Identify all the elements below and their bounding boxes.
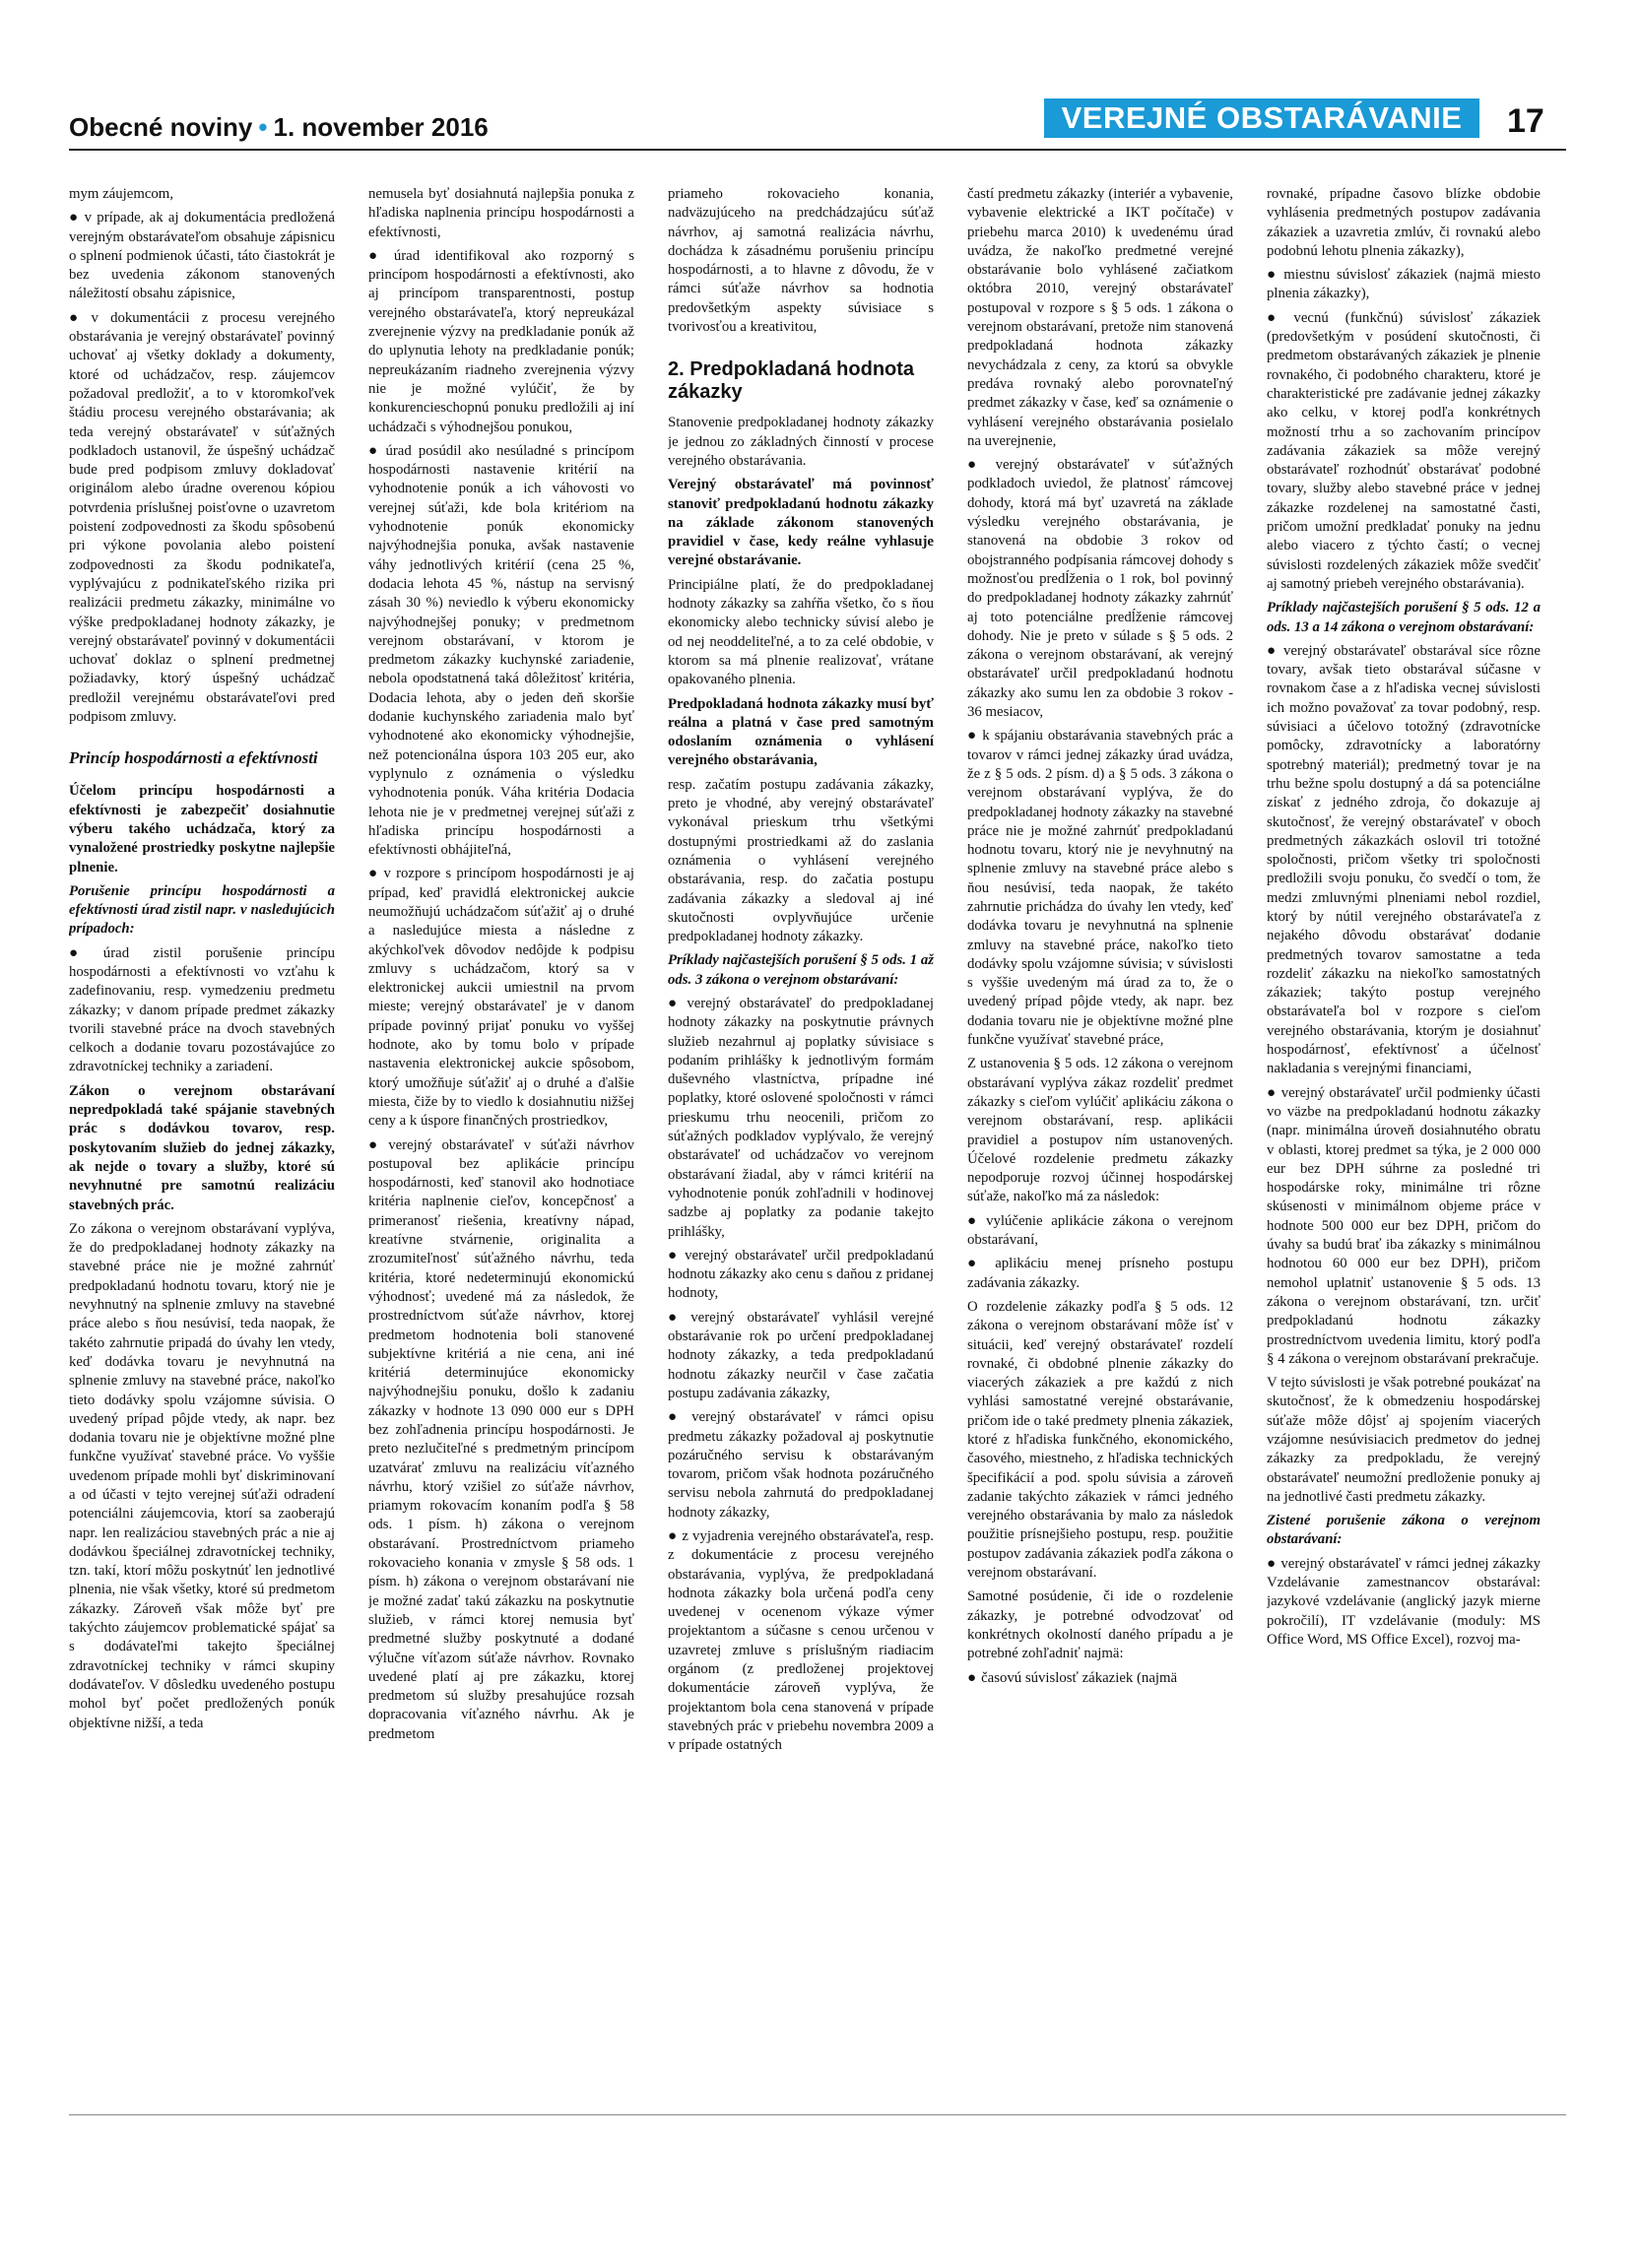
publication-name: Obecné noviny [69,112,253,142]
paragraph: Samotné posúdenie, či ide o rozdelenie zákazky, je potrebné odvodzovať od konkrétnych okolností daného prípadu a je potrebné zohľadniť najmä: [967,1588,1233,1662]
bullet-item: ● verejný obstarávateľ v rámci opisu predmetu zákazky požadoval aj poskytnutie pozáručného servisu k obstarávaným tovarom, pričom však hodnota pozáručného servisu nebola zahrnutá do predpokladanej hodnoty zákazky, [668,1408,934,1523]
section-heading: 2. Predpokladaná hodnota zákazky [668,358,915,404]
paragraph: O rozdelenie zákazky podľa § 5 ods. 12 zákona o verejnom obstarávaní môže ísť v situácii, keď verejný obstarávateľ rozdelí rovnaké, či obdobné plnenie zákazky do viacerých zákaziek a pre každú z nich vyhlási samostatné verejné obstarávanie, pričom ide o také predmety plnenia zákaziek, ktoré z hľadiska funkčného, ekonomického, časového, miestneho, z hľadiska technických špecifikácií a pod. spolu súvisia a zároveň zadanie takýchto zákaziek v rámci jedného verejného obstarávania by malo za následok použitie prísnejšieho postupu, resp. použitie postupov zadávania zákaziek podľa zákona o verejnom obstarávaní. [967,1298,1233,1582]
bullet-item: ● verejný obstarávateľ obstarával síce rôzne tovary, avšak tieto obstarával súčasne v rovnakom čase a z hľadiska vecnej súvislosti ich možno považovať za tovar podobný, resp. súvisiaci a účelovo totožný (zdravotnícke pomôcky, zdravotnícky a laboratórny spotrebný materiál); predmetný tovar je na trhu bežne spolu dostupný a dá sa potenciálne získať z jedného zdroja, čo dokazuje aj skutočnosť, že verejný obstarávateľ v oboch predmetných zákazkách oslovil tri totožné spoločnosti, pričom všetky tri spoločnosti predložili svoju ponuku, čo svedčí o tom, že medzi zmluvnými plneniami nebol rozdiel, ktorý by nútil verejného obstarávateľa z nejakého dôvodu obstarávať dodanie predmetných tovarov samostatne a teda rozdeliť zákazku na niekoľko samostatných zákaziek; takýto postup verejného obstarávateľa bol v rozpore s cieľom verejného obstarávania, ktorým je dosiahnuť hospodárnosť, efektívnosť a účelnosť nakladania s verejnými financiami, [1267,642,1541,1079]
bullet-item: ● verejný obstarávateľ vyhlásil verejné obstarávanie rok po určení predpokladanej hodnoty zákazky, a teda predpokladanú hodnotu zákazky neurčil v čase začatia postupu zadávania zákazky, [668,1309,934,1403]
bullet-item: ● k spájaniu obstarávania stavebných prác a tovarov v rámci jednej zákazky úrad uvádza, že z § 5 ods. 2 písm. d) a § 5 ods. 3 zákona o verejnom obstarávaní vyplýva, že do predpokladanej hodnoty zákazky na stavebné práce nie je možné zahrnúť predpokladanú hodnotu tovaru, ktorý nie je nevyhnutný na splnenie zmluvy na stavebné práce alebo s ňou nesúvisí, teda naopak, že takéto zahrnutie prichádza do úvahy len vtedy, keď dodávka tovaru je nevyhnutná na splnenie zmluvy na stavebné práce, nakoľko tieto dodávky spolu vzájomne súvisia; v súvislosti s vyššie uvedeným má úrad za to, že o uvedený prípad pôjde vtedy, ak napr. bez dodania tovaru nie je objektívne možné plne funkčne využívať stavebné práce, [967,727,1233,1050]
bold-paragraph: Verejný obstarávateľ má povinnosť stanoviť predpokladanú hodnotu zákazky na základe zákonom stanovených pravidiel v čase, kedy reálne vyhlasuje verejné obstarávanie. [668,477,934,569]
paragraph: Stanovenie predpokladanej hodnoty zákazky je jednou zo základných činností v procese verejného obstarávania. [668,415,934,469]
paragraph: Principiálne platí, že do predpokladanej hodnoty zákazky sa zahŕňa všetko, čo s ňou ekonomicky alebo technicky súvisí alebo je od nej neoddeliteľné, a to za celé obdobie, v ktorom sa má plnenie realizovať, vrátane opakovaného plnenia. [668,576,934,688]
example-heading: Porušenie princípu hospodárnosti a efektívnosti úrad zistil napr. v nasledujúcich prípadoch: [69,882,335,938]
paragraph: rovnaké, prípadne časovo blízke obdobie vyhlásenia predmetných postupov zadávania zákaziek a uzavretia zmlúv, či rovnakú alebo podobnú lehotu plnenia zákazky), [1267,186,1541,259]
text-column-2 [368,185,634,2106]
bullet-item: ● z vyjadrenia verejného obstarávateľa, resp. z dokumentácie z procesu verejného obstarávania, vyplýva, že predpokladaná hodnota zákazky bola určená podľa ceny uvedenej v ocenenom výkaze výmer projektantom a súčasne s cenou určenou v uzavretej zmluve s príslušným riadiacim orgánom (z predloženej projektovej dokumentácie zároveň vyplýva, že projektantom bola cena stanovená v prípade stavebných prác v priebehu novembra 2009 a v prípade ostatných [668,1527,934,1756]
paragraph: Zo zákona o verejnom obstarávaní vyplýva, že do predpokladanej hodnoty zákazky na stavebné práce nie je možné zahrnúť predpokladanú hodnotu tovaru, ktorý nie je nevyhnutný na splnenie zmluvy na stavebné práce alebo s ňou nesúvisí, teda naopak, že takéto zahrnutie pripadá do úvahy len vtedy, keď dodávka tovaru je nevyhnutná na splnenie zmluvy na stavebné práce, nakoľko tieto dodávky spolu vzájomne súvisia. O uvedený prípad pôjde vtedy, ak napr. bez dodania tovaru nie je objektívne možné plne funkčne využívať stavebné práce. Vo vyššie uvedenom prípade mohli byť diskriminovaní a od účasti v tejto verejnej súťaži odradení potenciálni záujemcovia, ktorí sa zaoberajú napr. len realizáciou stavebných prác a nie aj dodávkou špeciálnej zdravotníckej techniky, tzn. takí, ktorí môžu poskytnúť len jednotlivé plnenia, nie však všetky, ktoré sú predmetom zákazky. Zároveň však môže byť pre takýchto záujemcov problematické spájať sa s dodávateľmi takejto špeciálnej zdravotníckej techniky v rámci skupiny dodávateľov. V dôsledku uvedeného postupu mohol byť počet predložených ponúk objektívne nižší, a teda [69,1220,335,1731]
header-rule [69,149,1566,151]
text-column-5 [1267,185,1541,2106]
bullet-item: ● verejný obstarávateľ v rámci jednej zákazky Vzdelávanie zamestnancov obstarával: jazykové vzdelávanie (anglický jazyk mierne pokročilí), IT vzdelávanie (moduly: MS Office Word, MS Office Excel), rozvoj ma- [1267,1555,1541,1650]
paragraph: nemusela byť dosiahnutá najlepšia ponuka z hľadiska naplnenia princípu hospodárnosti a efektívnosti, [368,186,634,240]
bullet-item: ● vecnú (funkčnú) súvislosť zákaziek (predovšetkým v posúdení skutočnosti, či predmetom obstarávaných zákaziek je plnenie rovnakého, či podobného charakteru, ktoré je charakteristické pre zadávanie jednej zákazky ako celku, v ktorej podľa konkrétnych možností trhu a so zachovaním princípov zadávania zákaziek sa môže verejný obstarávateľ rozhodnúť obstarávať podobné tovary, služby alebo stavebné práce v jednej zákazke rozdelenej na samostatné časti, pričom umožní predkladať ponuky na jednu alebo viacero z týchto častí; o vecnej súvislosti rozdelených zákaziek môže svedčiť aj samotný priebeh verejného obstarávania). [1267,309,1541,594]
subheading: Princíp hospodárnosti a efektívnosti [69,748,318,768]
bullet-item: ● vylúčenie aplikácie zákona o verejnom obstarávaní, [967,1212,1233,1251]
issue-date: 1. november 2016 [273,112,489,142]
page-number: 17 [1507,102,1544,140]
bullet-item: ● v dokumentácii z procesu verejného obstarávania je verejný obstarávateľ povinný uchovať aj všetky doklady a dokumenty, ktoré od uchádzačov, resp. záujemcov požadoval predložiť, a to v ktoromkoľvek štádiu procesu verejného obstarávania; ak teda verejný obstarávateľ v súťažných podkladoch ustanovil, že úspešný uchádzač bude pred podpisom zmluvy dokladovať originálom alebo úradne overenou kópiou potvrdenia príslušnej poisťovne o uzavretom poistení zodpovednosti za škodu spôsobenú pri výkone povolania alebo poistení zodpovednosti za škodu podnikateľa, vyplývajúcu z podnikateľského rizika pri realizácii predmetu zákazky, minimálne vo výške predpokladanej hodnoty zákazky, je verejný obstarávateľ povinný v dokumentácii uchovať doklaz o splnení predmetnej požiadavky, ktorý úspešný uchádzač predložil verejnému obstarávateľovi pred podpisom zmluvy. [69,309,335,728]
separator-dot: • [258,112,268,142]
bullet-item: ● časovú súvislosť zákaziek (najmä [967,1669,1233,1688]
paragraph: resp. začatím postupu zadávania zákazky, preto je vhodné, aby verejný obstarávateľ vykonával prieskum trhu všetkými dostupnými prostriedkami až do zaslania oznámenia o vyhlásení verejného obstarávania, resp. do začatia postupu zadávania zákazky a sledoval aj iné skutočnosti ovplyvňujúce určenie predpokladanej hodnoty zákazky. [668,776,934,945]
bullet-item: ● verejný obstarávateľ v súťaži návrhov postupoval bez aplikácie princípu hospodárnosti, keď stanovil ako hodnotiace kritéria naplnenie cieľov, koncepčnosť a primeranosť riešenia, kreatívny nápad, kreatívne stvárnenie, originalita a zrozumiteľnosť súťažného návrhu, teda kritéria, ktoré nedeterminujú ekonomickú výhodnosť; uvedené má za následok, že prostredníctvom súťaže návrhov, ktorej predmetom hodnotenia boli stanovené subjektívne kritériá a nie cena, ani iné kritériá determinujúce ekonomicky najvýhodnejšiu ponuku, došlo k zadaniu zákazky v hodnote 13 090 000 eur s DPH bez zohľadnenia princípu hospodárnosti. Je preto nezlučiteľné s predmetným princípom uzatvárať zmluvu na realizáciu víťazného návrhu, ktorý vzišiel zo súťaže návrhov, priamym rokovacím konaním podľa § 58 ods. 1 písm. h) zákona o verejnom obstarávaní. Prostredníctvom priameho rokovacieho konania v zmysle § 58 ods. 1 písm. h) zákona o verejnom obstarávaní nie je možné zadať takú zákazku na poskytnutie služieb, v rámci ktorej nemusia byť predmetné služby poskytnuté a dodané výlučne víťazom súťaže návrhov. Rovnako uvedené platí aj pre zákazku, ktorej predmetom sú služby presahujúce rozsah dopracovania víťazného návrhu. Ak je predmetom [368,1136,634,1745]
bullet-item: ● verejný obstarávateľ určil podmienky účasti vo väzbe na predpokladanú hodnotu zákazky (napr. minimálna úroveň dosiahnutého obratu v oblasti, ktorej predmet sa týka, je 2 000 000 eur bez DPH súhrne za posledné tri hospodárske roky, minimálne tri rôzne skúsenosti v minimálnom objeme práce v hodnote 500 000 eur bez DPH, pričom do úvahy sa budú brať iba zákazky s minimálnou hodnotou 60 000 eur bez DPH), pričom nemohol uplatniť ustanovenie § 5 ods. 13 zákona o verejnom obstarávaní, tzn. určiť predpokladanú hodnotu zákazky prostredníctvom uvedenia limitu, ktorý podľa § 4 zákona o verejnom obstarávaní prekračuje. [1267,1084,1541,1369]
bold-paragraph: Predpokladaná hodnota zákazky musí byť reálna a platná v čase pred samotným odoslaním oznámenia o vyhlásení verejného obstarávania, [668,695,934,769]
bullet-item: ● úrad posúdil ako nesúladné s princípom hospodárnosti nastavenie kritérií na vyhodnotenie ponúk a ich váhovosti vo verejnej súťaži, kde bola kritériom na vyhodnotenie ponúk ekonomicky najvýhodnejšia ponuka, avšak nastavenie váhy jednotlivých kritérií (cena 25 %, dodacia lehota 45 %, nástup na servisný zásah 30 %) neviedlo k výberu ekonomicky najvýhodnejšej ponuky; v predmetnom verejnom obstarávaní, v ktorom je predmetom zákazky kuchynské zariadenie, nebola opodstatnená taká dôležitosť kritéria, Dodacia lehota, aby o jeden deň skoršie dodanie kuchynského zariadenia malo byť vyhodnotené ako ekonomicky výhodnejšie, než potencionálna úspora 103 205 eur, ako vyplynulo z oznámenia o výsledku vyhodnotenia ponúk. Váha kritéria Dodacia lehota nie je v predmetnej verejnej súťaži z hľadiska princípu hospodárnosti a efektívnosti obhájiteľná, [368,442,634,861]
bullet-item: ● miestnu súvislosť zákaziek (najmä miesto plnenia zákazky), [1267,266,1541,304]
paragraph: priameho rokovacieho konania, nadväzujúceho na predchádzajúcu súťaž návrhov, aj samotná realizácia návrhu, dochádza k zásadnému porušeniu princípu hospodárnosti, a to hlavne z dôvodu, že v rámci súťaže návrhov sa hodnotia predovšetkým aspekty súvisiace s tvorivosťou a kreativitou, [668,186,934,336]
bullet-item: ● verejný obstarávateľ v súťažných podkladoch uviedol, že platnosť rámcovej dohody, ktorá má byť uzavretá na základe výsledku verejného obstarávania, je stanovená na obdobie 3 rokov od obojstranného podpísania rámcovej dohody s možnosťou predĺženia o 1 rok, bol povinný do predpokladanej hodnoty zákazky zahrnúť aj toto potenciálne predĺženie rámcovej dohody. Nie je preto v súlade s § 5 ods. 2 zákona o verejnom obstarávaní, ak verejný obstarávateľ určil predpokladanú hodnotu zákazky ako sumu len za obdobie 3 rokov - 36 mesiacov, [967,456,1233,722]
publication-line [69,112,489,143]
text-column-4 [967,185,1233,2106]
section-banner: VEREJNÉ OBSTARÁVANIE [1044,98,1479,138]
paragraph: mym záujemcom, [69,186,174,202]
bullet-item: ● úrad identifikoval ako rozporný s princípom hospodárnosti a efektívnosti, ako aj princípom transparentnosti, postup verejného obstarávateľa, ktorý nepreukázal zverejnenie výzvy na predkladanie ponúk až do uplynutia lehoty na predkladanie ponúk; nepreukázaním riadneho zverejnenia výzvy nie je možné vylúčiť, že by konkurencieschopnú ponuku predložili aj iní uchádzači s výhodnejšou ponukou, [368,247,634,437]
bullet-item: ● aplikáciu menej prísneho postupu zadávania zákazky. [967,1255,1233,1293]
bullet-item: ● v prípade, ak aj dokumentácia predložená verejným obstarávateľom obsahuje zápisnicu o splnení podmienok účasti, táto čiastokrát je bez uvedenia zákonom stanovených náležitostí obsahu zápisnice, [69,209,335,303]
bullet-item: ● v rozpore s princípom hospodárnosti je aj prípad, keď pravidlá elektronickej aukcie neumožňujú uchádzačom súťažiť aj o druhé a nasledujúce miesta a následne z akýchkoľvek dôvodov nedôjde k podpisu zmluvy s uchádzačom, ktorý sa v elektronickej aukcii umiestnil na prvom mieste; verejný obstarávateľ je v danom prípade povinný prijať ponuku vo vyššej hodnote, ako by tomu bolo v prípade nastavenia elektronickej aukcie spôsobom, ktorý umožňuje súťažiť aj o druhé a ďalšie miesta, čiže by to viedlo k dosiahnutiu nižšej ceny a k úspore finančných prostriedkov, [368,865,634,1131]
page-header [69,98,1566,150]
bullet-item: ● úrad zistil porušenie princípu hospodárnosti a efektívnosti vo vzťahu k zadefinovaniu, resp. vymedzeniu predmetu zákazky; v danom prípade predmet zákazky tvorili stavebné práce na dvoch stavebných celkoch a dodanie tovaru pozostávajúce zo zdravotníckej techniky a zariadení. [69,944,335,1077]
bullet-item: ● verejný obstarávateľ určil predpokladanú hodnotu zákazky ako cenu s daňou z pridanej hodnoty, [668,1247,934,1304]
paragraph: V tejto súvislosti je však potrebné poukázať na skutočnosť, že k obmedzeniu hospodárskej súťaže môže dôjsť aj spojením viacerých vzájomne nesúvisiacich predmetov do jednej zákazky za predpokladu, že verejný obstarávateľ neumožní predloženie ponuky aj na jednotlivé časti predmetu zákazky. [1267,1375,1541,1505]
bold-paragraph: Účelom princípu hospodárnosti a efektívnosti je zabezpečiť dosiahnutie výberu takého uchádzača, ktorý za vynaložené prostriedky poskytne najlepšie plnenie. [69,783,335,875]
paragraph: častí predmetu zákazky (interiér a vybavenie, vybavenie elektrické a IKT počítače) v priebehu marca 2010) k uvedenému úrad uvádza, že nakoľko predmetné verejné obstarávanie bolo vyhlásené začiatkom októbra 2010, verejný obstarávateľ postupoval v rozpore s § 5 ods. 1 zákona o verejnom obstarávaní, pretože nim stanovená predpokladaná hodnota zákazky nevychádzala z ceny, za ktorú sa obvykle predáva rovnaký alebo porovnateľný predmet zákazky v čase, keď sa oznámenie o vyhlásení verejného obstarávania posielalo na uverejnenie, [967,186,1233,449]
text-column-3 [668,185,934,2106]
footer-rule [69,2114,1566,2115]
example-heading: Príklady najčastejších porušení § 5 ods. 1 až ods. 3 zákona o verejnom obstarávaní: [668,952,934,988]
bold-paragraph: Zákon o verejnom obstarávaní nepredpokladá také spájanie stavebných prác s dodávkou tovarov, resp. poskytovaním služieb do jednej zákazky, ak nejde o tovary a služby, ktoré sú nevyhnutné pre samotnú realizáciu stavebných prác. [69,1082,335,1213]
text-column-1 [69,185,335,2106]
example-heading: Zistené porušenie zákona o verejnom obstarávaní: [1267,1513,1541,1548]
bullet-item: ● verejný obstarávateľ do predpokladanej hodnoty zákazky na poskytnutie právnych služieb nezahrnul aj poplatky súvisiace s podaním prihlášky k jednotlivým formám duševného vlastníctva, prípadne iné poplatky, ktoré oslovené spoločnosti v rámci prieskumu trhu neocenili, pričom zo súťažných podkladov vyplývalo, že verejný obstarávateľ od uchádzačov vo verejnom obstarávaní žiadal, aby v rámci kritérií na vyhodnotenie ponúk zohľadnili v hodinovej sadzbe aj poplatky za podanie takejto prihlášky, [668,995,934,1242]
example-heading: Príklady najčastejších porušení § 5 ods. 12 a ods. 13 a 14 zákona o verejnom obstarávaní: [1267,600,1541,635]
paragraph: Z ustanovenia § 5 ods. 12 zákona o verejnom obstarávaní vyplýva zákaz rozdeliť predmet zákazky s cieľom vylúčiť aplikáciu zákona o verejnom obstarávaní, resp. aplikácii pravidiel a postupov ním ustanovených. Účelové rozdelenie predmetu zákazky nepodporuje rozvoj účinnej hospodárskej súťaže, nakoľko má za následok: [967,1056,1233,1205]
